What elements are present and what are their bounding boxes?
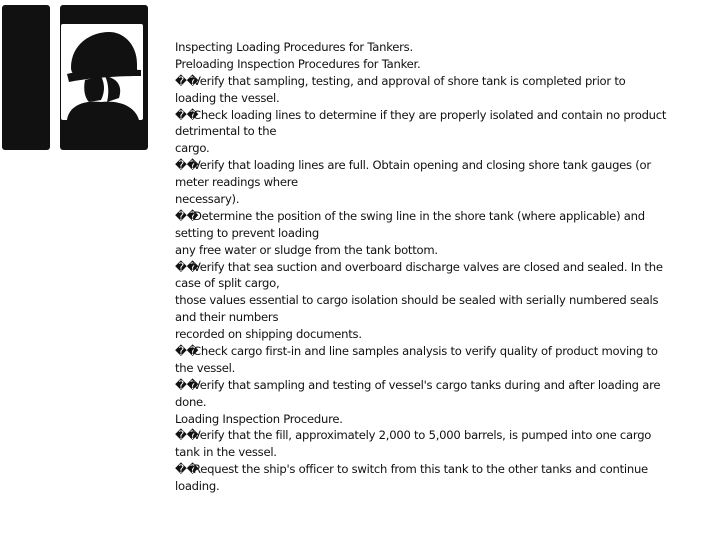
text-line bbox=[175, 56, 695, 73]
line-text: Loading Inspection Procedure. bbox=[175, 411, 343, 426]
bullet-glyph-icon: �� bbox=[175, 259, 199, 274]
line-text: any free water or sludge from the tank bottom. bbox=[175, 242, 438, 257]
text-line bbox=[175, 326, 695, 343]
text-line bbox=[175, 123, 695, 140]
line-text: Verify that loading lines are full. Obtain opening and closing shore tank gauges (or bbox=[193, 158, 651, 173]
text-line bbox=[175, 309, 695, 326]
line-text: necessary). bbox=[175, 192, 240, 207]
line-text: detrimental to the bbox=[175, 124, 277, 139]
text-line bbox=[175, 174, 695, 191]
text-line bbox=[175, 90, 695, 107]
text-line bbox=[175, 39, 695, 56]
line-text: meter readings where bbox=[175, 175, 298, 190]
line-text: the vessel. bbox=[175, 360, 236, 375]
line-text: and their numbers bbox=[175, 310, 279, 325]
inspection-procedures-text bbox=[175, 39, 695, 495]
bullet-item-line bbox=[175, 377, 695, 394]
bullet-item-line bbox=[175, 157, 695, 174]
text-line bbox=[175, 275, 695, 292]
bullet-item-line bbox=[175, 461, 695, 478]
line-text: case of split cargo, bbox=[175, 276, 280, 291]
line-text: Verify that the fill, approximately 2,000 to 5,000 barrels, is pumped into one cargo bbox=[193, 428, 652, 443]
line-text: Verify that sampling and testing of vessel's cargo tanks during and after loading are bbox=[193, 377, 661, 392]
text-line bbox=[175, 191, 695, 208]
bullet-glyph-icon: �� bbox=[175, 208, 199, 223]
bullet-glyph-icon: �� bbox=[175, 462, 199, 477]
soldier-helmet-silhouette-icon bbox=[61, 24, 143, 120]
text-line bbox=[175, 292, 695, 309]
bullet-item-line bbox=[175, 343, 695, 360]
text-line bbox=[175, 360, 695, 377]
text-line bbox=[175, 411, 695, 428]
line-text: setting to prevent loading bbox=[175, 225, 319, 240]
bullet-glyph-icon: �� bbox=[175, 377, 199, 392]
line-text: Verify that sea suction and overboard discharge valves are closed and sealed. In the bbox=[193, 259, 663, 274]
line-text: loading the vessel. bbox=[175, 90, 280, 105]
text-line bbox=[175, 478, 695, 495]
line-text: Inspecting Loading Procedures for Tankers. bbox=[175, 40, 413, 54]
line-text: loading. bbox=[175, 479, 220, 494]
line-text: Check cargo first-in and line samples analysis to verify quality of product moving to bbox=[193, 344, 658, 359]
bullet-glyph-icon: �� bbox=[175, 344, 199, 359]
bullet-item-line bbox=[175, 73, 695, 90]
bullet-item-line bbox=[175, 208, 695, 225]
bullet-glyph-icon: �� bbox=[175, 73, 199, 88]
line-text: Check loading lines to determine if they are properly isolated and contain no product bbox=[193, 107, 667, 122]
text-line bbox=[175, 394, 695, 411]
bullet-item-line bbox=[175, 259, 695, 276]
line-text: done. bbox=[175, 394, 207, 409]
bullet-glyph-icon: �� bbox=[175, 158, 199, 173]
text-line bbox=[175, 140, 695, 157]
bullet-glyph-icon: �� bbox=[175, 107, 199, 122]
line-text: cargo. bbox=[175, 141, 210, 156]
text-line bbox=[175, 242, 695, 259]
line-text: tank in the vessel. bbox=[175, 445, 277, 460]
bullet-item-line bbox=[175, 427, 695, 444]
line-text: Request the ship's officer to switch from this tank to the other tanks and continue bbox=[193, 462, 648, 477]
line-text: those values essential to cargo isolation should be sealed with serially numbered seals bbox=[175, 293, 659, 308]
bullet-glyph-icon: �� bbox=[175, 428, 199, 443]
line-text: recorded on shipping documents. bbox=[175, 327, 362, 342]
line-text: Verify that sampling, testing, and approval of shore tank is completed prior to bbox=[193, 73, 626, 88]
line-text: Preloading Inspection Procedures for Tanker. bbox=[175, 56, 421, 71]
text-line bbox=[175, 225, 695, 242]
line-text: Determine the position of the swing line in the shore tank (where applicable) and bbox=[193, 208, 645, 223]
bullet-item-line bbox=[175, 107, 695, 124]
logo-letter-panel bbox=[2, 5, 50, 150]
text-line bbox=[175, 444, 695, 461]
